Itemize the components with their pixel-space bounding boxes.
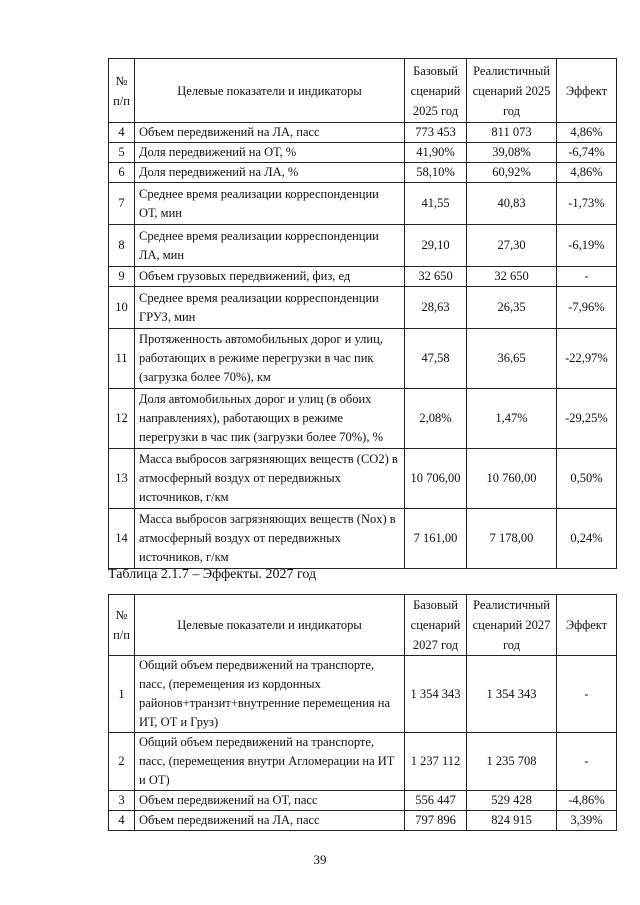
table-row <box>109 656 617 733</box>
indicator-cell: Доля передвижений на ЛА, % <box>135 163 405 183</box>
indicator-cell: Объем передвижений на ЛА, пасс <box>135 123 405 143</box>
table-body <box>109 656 617 831</box>
base-value-cell: 556 447 <box>405 791 467 811</box>
row-number: 14 <box>109 509 135 569</box>
effect-cell: -6,74% <box>557 143 617 163</box>
effect-cell: 0,50% <box>557 449 617 509</box>
table-caption: Таблица 2.1.7 – Эффекты. 2027 год <box>108 567 317 582</box>
effect-cell: 3,39% <box>557 811 617 831</box>
col-header-effect: Эффект <box>557 595 617 656</box>
indicator-cell: Среднее время реализации корреспонденции ЛА, мин <box>135 225 405 267</box>
effects-table-2025 <box>108 58 617 569</box>
effects-table-2027 <box>108 594 617 831</box>
table-row <box>109 163 617 183</box>
row-number: 7 <box>109 183 135 225</box>
col-header-real: Реалистичный сценарий 2025 год <box>467 59 557 123</box>
effect-cell: -1,73% <box>557 183 617 225</box>
col-header-indicator: Целевые показатели и индикаторы <box>135 59 405 123</box>
real-value-cell: 1 354 343 <box>467 656 557 733</box>
real-value-cell: 1 235 708 <box>467 733 557 791</box>
indicator-cell: Доля передвижений на ОТ, % <box>135 143 405 163</box>
col-header-indicator: Целевые показатели и индикаторы <box>135 595 405 656</box>
real-value-cell: 36,65 <box>467 329 557 389</box>
table-row <box>109 449 617 509</box>
row-number: 4 <box>109 123 135 143</box>
effect-cell: -29,25% <box>557 389 617 449</box>
effect-cell: -22,97% <box>557 329 617 389</box>
indicator-cell: Общий объем передвижений на транспорте, пасс, (перемещения внутри Агломерации на ИТ и ОТ) <box>135 733 405 791</box>
indicator-cell: Протяженность автомобильных дорог и улиц, работающих в режиме перегрузки в час пик (загрузка более 70%), км <box>135 329 405 389</box>
real-value-cell: 529 428 <box>467 791 557 811</box>
base-value-cell: 7 161,00 <box>405 509 467 569</box>
table-row <box>109 123 617 143</box>
base-value-cell: 773 453 <box>405 123 467 143</box>
table-row <box>109 389 617 449</box>
indicator-cell: Объем передвижений на ОТ, пасс <box>135 791 405 811</box>
col-header-num: № п/п <box>109 595 135 656</box>
base-value-cell: 797 896 <box>405 811 467 831</box>
real-value-cell: 811 073 <box>467 123 557 143</box>
table-row <box>109 287 617 329</box>
table-header-row <box>109 595 617 656</box>
table-header-row <box>109 59 617 123</box>
table-row <box>109 329 617 389</box>
indicator-cell: Общий объем передвижений на транспорте, пасс, (перемещения из кордонных районов+транзит+внутренние перемещения на ИТ, ОТ и Груз) <box>135 656 405 733</box>
base-value-cell: 10 706,00 <box>405 449 467 509</box>
page-number: 39 <box>313 852 327 867</box>
indicator-cell: Масса выбросов загрязняющих веществ (СО2) в атмосферный воздух от передвижных источников, г/км <box>135 449 405 509</box>
effect-cell: 4,86% <box>557 163 617 183</box>
table-row <box>109 143 617 163</box>
col-header-effect: Эффект <box>557 59 617 123</box>
indicator-cell: Объем грузовых передвижений, физ, ед <box>135 267 405 287</box>
indicator-cell: Среднее время реализации корреспонденции ГРУЗ, мин <box>135 287 405 329</box>
row-number: 12 <box>109 389 135 449</box>
effect-cell: 0,24% <box>557 509 617 569</box>
col-header-base: Базовый сценарий 2025 год <box>405 59 467 123</box>
real-value-cell: 39,08% <box>467 143 557 163</box>
real-value-cell: 824 915 <box>467 811 557 831</box>
base-value-cell: 58,10% <box>405 163 467 183</box>
table-row <box>109 811 617 831</box>
table-row <box>109 509 617 569</box>
base-value-cell: 1 237 112 <box>405 733 467 791</box>
effect-cell: -7,96% <box>557 287 617 329</box>
indicator-cell: Среднее время реализации корреспонденции ОТ, мин <box>135 183 405 225</box>
real-value-cell: 26,35 <box>467 287 557 329</box>
table-row <box>109 225 617 267</box>
real-value-cell: 1,47% <box>467 389 557 449</box>
table-row <box>109 267 617 287</box>
real-value-cell: 32 650 <box>467 267 557 287</box>
row-number: 4 <box>109 811 135 831</box>
effect-cell: 4,86% <box>557 123 617 143</box>
row-number: 10 <box>109 287 135 329</box>
table-row <box>109 791 617 811</box>
effect-cell: -4,86% <box>557 791 617 811</box>
base-value-cell: 2,08% <box>405 389 467 449</box>
base-value-cell: 28,63 <box>405 287 467 329</box>
indicator-cell: Доля автомобильных дорог и улиц (в обоих направлениях), работающих в режиме перегрузки в час пик (загрузки более 70%), % <box>135 389 405 449</box>
row-number: 2 <box>109 733 135 791</box>
real-value-cell: 60,92% <box>467 163 557 183</box>
real-value-cell: 27,30 <box>467 225 557 267</box>
effect-cell: - <box>557 733 617 791</box>
row-number: 8 <box>109 225 135 267</box>
base-value-cell: 32 650 <box>405 267 467 287</box>
base-value-cell: 1 354 343 <box>405 656 467 733</box>
col-header-base: Базовый сценарий 2027 год <box>405 595 467 656</box>
row-number: 1 <box>109 656 135 733</box>
indicator-cell: Объем передвижений на ЛА, пасс <box>135 811 405 831</box>
col-header-real: Реалистичный сценарий 2027 год <box>467 595 557 656</box>
real-value-cell: 40,83 <box>467 183 557 225</box>
row-number: 11 <box>109 329 135 389</box>
real-value-cell: 10 760,00 <box>467 449 557 509</box>
base-value-cell: 41,90% <box>405 143 467 163</box>
row-number: 9 <box>109 267 135 287</box>
row-number: 6 <box>109 163 135 183</box>
base-value-cell: 29,10 <box>405 225 467 267</box>
table-row <box>109 183 617 225</box>
real-value-cell: 7 178,00 <box>467 509 557 569</box>
row-number: 5 <box>109 143 135 163</box>
effect-cell: - <box>557 656 617 733</box>
table-body <box>109 123 617 569</box>
table-row <box>109 733 617 791</box>
row-number: 3 <box>109 791 135 811</box>
effect-cell: - <box>557 267 617 287</box>
row-number: 13 <box>109 449 135 509</box>
effect-cell: -6,19% <box>557 225 617 267</box>
col-header-num: № п/п <box>109 59 135 123</box>
base-value-cell: 47,58 <box>405 329 467 389</box>
base-value-cell: 41,55 <box>405 183 467 225</box>
indicator-cell: Масса выбросов загрязняющих веществ (Nox) в атмосферный воздух от передвижных источников, г/км <box>135 509 405 569</box>
